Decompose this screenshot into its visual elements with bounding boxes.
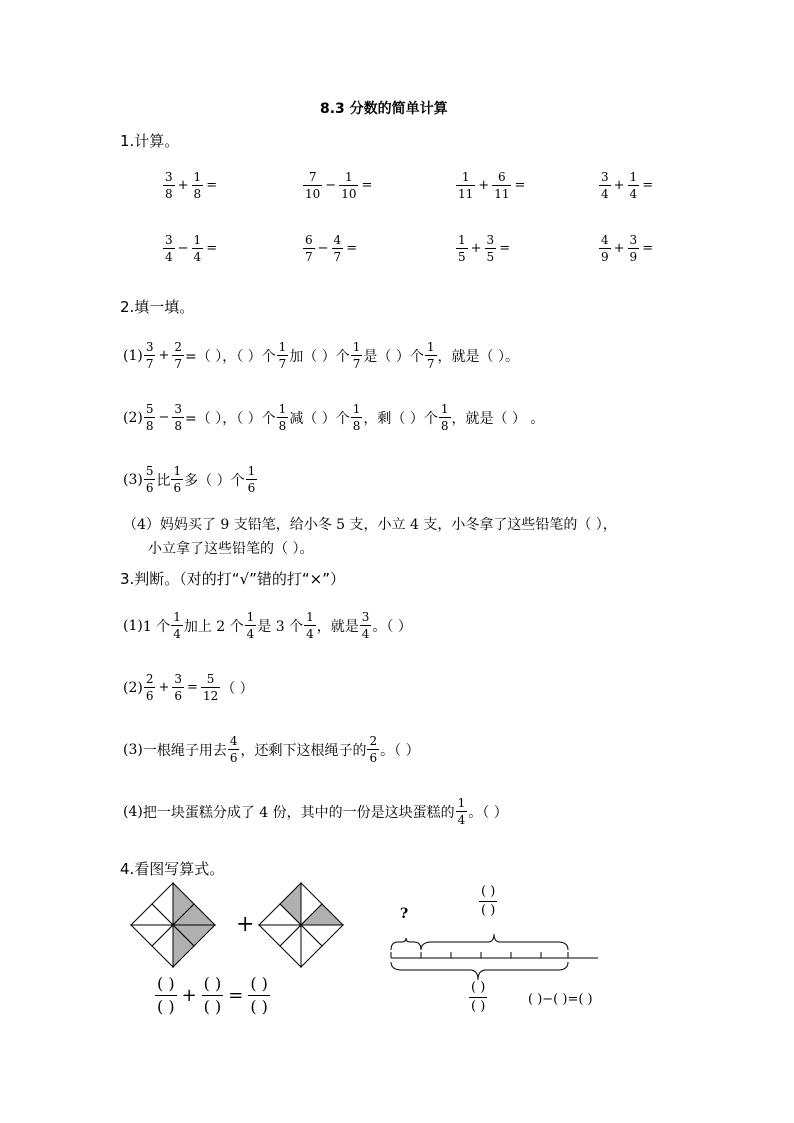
question-text: ，还剩下这根绳子的	[240, 742, 367, 759]
exercise-2	[302, 170, 374, 201]
question-text: =（ ），（ ）个	[185, 348, 276, 365]
operator: +	[613, 178, 625, 193]
question-text: 是（ ）个	[363, 348, 424, 365]
fraction: $\frac{1}{6}$	[173, 464, 182, 495]
section-3-heading: 3.判断。（对的打“√”错的打“×”）	[120, 570, 346, 588]
question-label: (3)	[123, 471, 143, 488]
fraction: $\frac{3}{5}$	[486, 233, 495, 264]
fraction: $\frac{1}{6}$	[247, 464, 256, 495]
question-label: (2)	[123, 409, 143, 426]
equals-sign: =	[642, 241, 654, 256]
bottom-blank-fraction: $\frac{( )}{( )}$	[471, 980, 486, 1014]
equals-sign: =	[346, 241, 358, 256]
question-text: 。（ ）	[468, 804, 508, 821]
operator: +	[613, 241, 625, 256]
exercise-6	[302, 233, 359, 264]
blank-fraction: $\frac{( )}{( )}$	[250, 974, 268, 1016]
equals-sign: =	[642, 178, 654, 193]
fraction: $\frac{3}{4}$	[601, 170, 609, 201]
fraction: $\frac{1}{4}$	[193, 233, 202, 264]
question-text: 把一块蛋糕分成了 4 份，其中的一份是这块蛋糕的	[142, 804, 455, 821]
fraction: $\frac{1}{5}$	[458, 233, 466, 264]
question-mark: ?	[400, 906, 409, 922]
fraction: $\frac{1}{8}$	[440, 402, 449, 433]
fraction: $\frac{2}{6}$	[369, 734, 378, 765]
fraction: $\frac{3}{6}$	[174, 672, 183, 703]
fraction: $\frac{6}{7}$	[305, 233, 313, 264]
judge-question-4	[123, 796, 508, 827]
equals-sign: =	[514, 178, 526, 193]
fill-question-1	[123, 340, 519, 371]
fraction: $\frac{1}{4}$	[457, 796, 466, 827]
question-text: （ ）	[221, 680, 254, 697]
fraction: $\frac{5}{12}$	[202, 672, 219, 703]
question-label: (2)	[123, 679, 143, 696]
fill-question-4-line-2: 小立拿了这些铅笔的（ ）。	[148, 541, 314, 557]
operator: +	[177, 178, 189, 193]
fraction: $\frac{3}{4}$	[361, 610, 370, 641]
question-text: 。（ ）	[380, 742, 420, 759]
fraction: $\frac{5}{6}$	[145, 464, 154, 495]
fraction: $\frac{2}{7}$	[174, 340, 183, 371]
fraction: $\frac{1}{4}$	[306, 610, 314, 641]
bottom-brace	[391, 962, 568, 980]
page-title: 8.3 分数的简单计算	[320, 101, 448, 117]
equals-sign: =	[206, 178, 218, 193]
fraction: $\frac{4}{7}$	[333, 233, 342, 264]
exercise-8	[598, 233, 655, 264]
fraction: $\frac{1}{8}$	[352, 402, 361, 433]
question-text: =（ ），（ ）个	[185, 410, 276, 427]
fraction: $\frac{6}{11}$	[494, 170, 510, 201]
number-line-expression: ( )−( )=( )	[528, 992, 593, 1007]
exercise-4	[598, 170, 655, 201]
fraction: $\frac{3}{8}$	[165, 170, 173, 201]
judge-question-2	[123, 672, 254, 703]
question-text: ，就是（ ） 。	[451, 410, 545, 427]
operator: =	[187, 680, 198, 695]
exercise-7	[455, 233, 512, 264]
question-label: (4)	[123, 803, 143, 820]
operator: +	[181, 985, 197, 1006]
exercise-5	[162, 233, 219, 264]
tick-marks	[391, 952, 568, 958]
fraction: $\frac{4}{9}$	[601, 233, 609, 264]
plus-sign: +	[236, 912, 255, 937]
fraction: $\frac{4}{6}$	[229, 734, 238, 765]
fill-question-2	[123, 402, 544, 433]
fraction: $\frac{3}{9}$	[629, 233, 638, 264]
section-4-heading: 4.看图写算式。	[120, 860, 225, 878]
fraction: $\frac{3}{4}$	[165, 233, 173, 264]
section-2-heading: 2.填一填。	[120, 298, 195, 316]
operator: +	[470, 241, 482, 256]
fraction: $\frac{1}{4}$	[246, 610, 255, 641]
question-label: (1)	[123, 617, 143, 634]
fraction: $\frac{7}{10}$	[305, 170, 321, 201]
top-brace	[421, 934, 568, 950]
fraction: $\frac{1}{7}$	[352, 340, 361, 371]
operator: +	[158, 680, 170, 695]
fraction: $\frac{1}{7}$	[426, 340, 435, 371]
diamond-expression	[154, 974, 271, 1017]
fraction: $\frac{5}{8}$	[145, 402, 154, 433]
operator: =	[228, 985, 244, 1006]
fraction: $\frac{1}{11}$	[458, 170, 474, 201]
judge-question-1	[123, 610, 412, 641]
fraction: $\frac{3}{7}$	[145, 340, 154, 371]
fraction: $\frac{3}{8}$	[174, 402, 183, 433]
exercise-3	[455, 170, 527, 201]
top-blank-fraction: $\frac{( )}{( )}$	[481, 884, 496, 918]
question-text: ，就是	[316, 618, 359, 635]
blank-fraction: $\frac{( )}{( )}$	[157, 974, 175, 1016]
question-text: 减（ ）个	[289, 410, 350, 427]
equals-sign: =	[499, 241, 511, 256]
fraction: $\frac{1}{4}$	[629, 170, 638, 201]
operator: +	[158, 348, 170, 363]
exercise-1	[162, 170, 219, 201]
diamond-figure-left	[130, 882, 216, 968]
fraction: $\frac{1}{8}$	[193, 170, 202, 201]
fraction: $\frac{1}{4}$	[173, 610, 181, 641]
question-text: 比	[156, 472, 171, 489]
fill-question-3	[123, 464, 258, 495]
fraction: $\frac{1}{7}$	[278, 340, 287, 371]
small-brace	[391, 938, 421, 950]
fraction: $\frac{2}{6}$	[145, 672, 154, 703]
fill-question-4-line-1: （4）妈妈买了 9 支铅笔，给小冬 5 支，小立 4 支，小冬拿了这些铅笔的（ ），	[123, 517, 617, 533]
question-label: (1)	[123, 347, 143, 364]
question-text: 多（ ）个	[184, 472, 245, 489]
fraction: $\frac{1}{10}$	[341, 170, 357, 201]
operator: −	[317, 241, 329, 256]
question-label: (3)	[123, 741, 143, 758]
question-text: 加（ ）个	[289, 348, 350, 365]
question-text: ，剩（ ）个	[363, 410, 438, 427]
question-text: 1 个	[142, 618, 171, 635]
equals-sign: =	[206, 241, 218, 256]
question-text: 加上 2 个	[183, 618, 244, 635]
judge-question-3	[123, 734, 420, 765]
question-text: ，就是（ ）。	[437, 348, 519, 365]
equals-sign: =	[361, 178, 373, 193]
operator: −	[325, 178, 337, 193]
number-line-diagram	[388, 928, 602, 988]
question-text: 。（ ）	[372, 618, 412, 635]
blank-fraction: $\frac{( )}{( )}$	[203, 974, 222, 1016]
operator: −	[158, 410, 170, 425]
operator: −	[177, 241, 189, 256]
diamond-figure-right	[258, 882, 344, 968]
question-text: 一根绳子用去	[142, 742, 227, 759]
question-text: 是 3 个	[257, 618, 304, 635]
section-1-heading: 1.计算。	[120, 132, 180, 150]
fraction: $\frac{1}{8}$	[278, 402, 287, 433]
operator: +	[478, 178, 490, 193]
